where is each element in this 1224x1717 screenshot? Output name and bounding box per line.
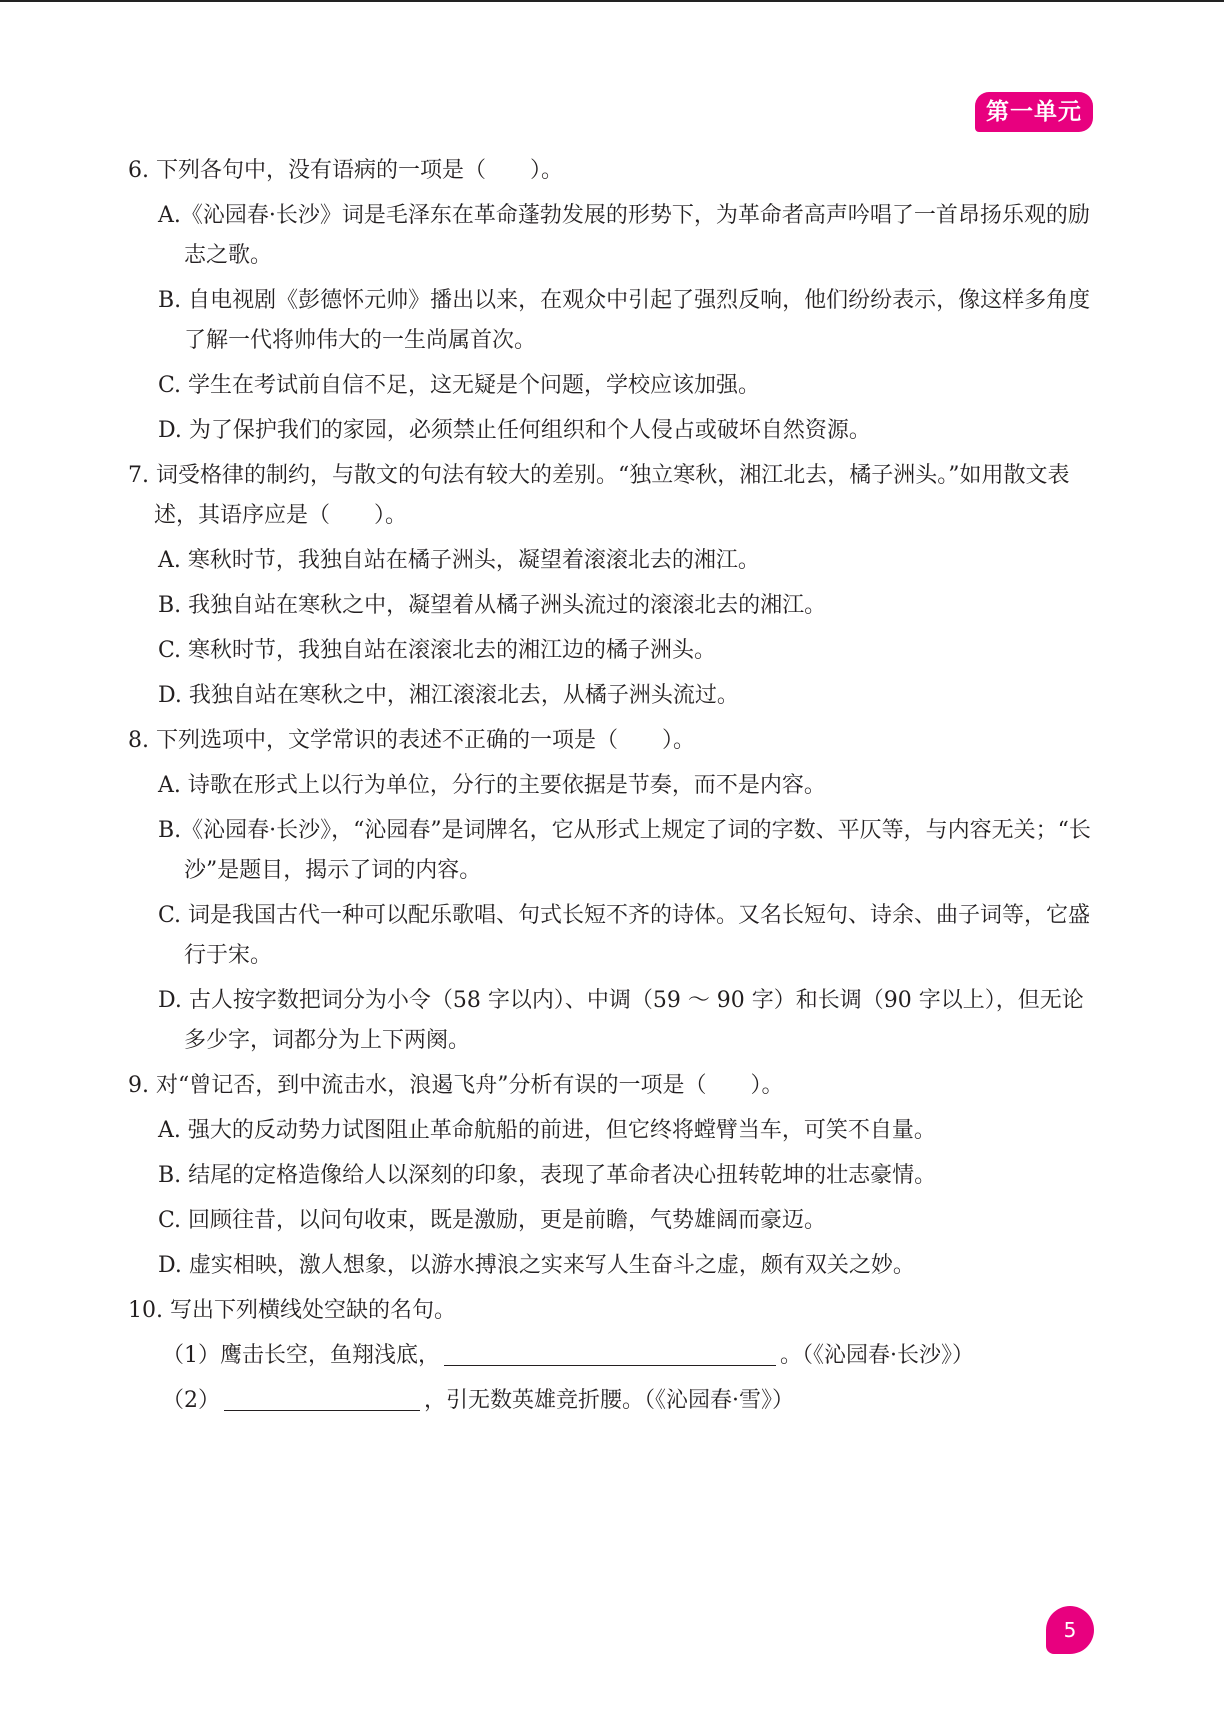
question-stem: 10. 写出下列横线处空缺的名句。 [128, 1298, 456, 1323]
fill-source: 。（《沁园春·长沙》） [780, 1343, 974, 1368]
option-a: A. 诗歌在形式上以行为单位，分行的主要依据是节奏，而不是内容。 [158, 773, 826, 798]
page-number: 5 [1046, 1606, 1094, 1654]
question-stem: 9. 对“曾记否，到中流击水，浪遏飞舟”分析有误的一项是（ ）。 [128, 1073, 784, 1098]
question-7 [128, 456, 1096, 716]
answer-blank[interactable] [444, 1337, 776, 1366]
fill-prompt: （2） [162, 1388, 220, 1413]
option-d: D. 我独自站在寒秋之中，湘江滚滚北去，从橘子洲头流过。 [158, 683, 739, 708]
option-b: B. 结尾的定格造像给人以深刻的印象，表现了革命者决心扭转乾坤的壮志豪情。 [158, 1163, 937, 1188]
answer-blank[interactable] [224, 1382, 420, 1411]
option-d: D. 古人按字数把词分为小令（58 字以内）、中调（59 ～ 90 字）和长调（90 字以上），但无论多少字，词都分为上下两阕。 [158, 988, 1084, 1053]
fill-source: ，引无数英雄竞折腰。（《沁园春·雪》） [424, 1388, 794, 1413]
top-rule [0, 0, 1224, 2]
option-a: A. 强大的反动势力试图阻止革命航船的前进，但它终将螳臂当车，可笑不自量。 [158, 1118, 936, 1143]
question-stem: 8. 下列选项中，文学常识的表述不正确的一项是（ ）。 [128, 728, 695, 753]
option-c: C. 词是我国古代一种可以配乐歌唱、句式长短不齐的诗体。又名长短句、诗余、曲子词等，它盛行于宋。 [158, 903, 1091, 968]
fill-item-1 [128, 1336, 1096, 1376]
question-10 [128, 1291, 1096, 1421]
unit-tag: 第一单元 [975, 92, 1093, 132]
option-c: C. 学生在考试前自信不足，这无疑是个问题，学校应该加强。 [158, 373, 761, 398]
option-b: B.《沁园春·长沙》，“沁园春”是词牌名，它从形式上规定了词的字数、平仄等，与内容无关；“长沙”是题目，揭示了词的内容。 [158, 818, 1091, 883]
question-stem: 7. 词受格律的制约，与散文的句法有较大的差别。“独立寒秋，湘江北去，橘子洲头。”如用散文表述，其语序应是（ ）。 [128, 463, 1070, 528]
question-list [128, 146, 1096, 1421]
option-c: C. 寒秋时节，我独自站在滚滚北去的湘江边的橘子洲头。 [158, 638, 717, 663]
option-c: C. 回顾往昔，以问句收束，既是激励，更是前瞻，气势雄阔而豪迈。 [158, 1208, 827, 1233]
question-9 [128, 1066, 1096, 1286]
option-b: B. 我独自站在寒秋之中，凝望着从橘子洲头流过的滚滚北去的湘江。 [158, 593, 827, 618]
option-d: D. 为了保护我们的家园，必须禁止任何组织和个人侵占或破坏自然资源。 [158, 418, 871, 443]
question-stem: 6. 下列各句中，没有语病的一项是（ ）。 [128, 158, 563, 183]
question-8 [128, 721, 1096, 1061]
option-b: B. 自电视剧《彭德怀元帅》播出以来，在观众中引起了强烈反响，他们纷纷表示，像这样多角度了解一代将帅伟大的一生尚属首次。 [158, 288, 1091, 353]
option-a: A.《沁园春·长沙》词是毛泽东在革命蓬勃发展的形势下，为革命者高声吟唱了一首昂扬乐观的励志之歌。 [158, 203, 1090, 268]
question-6 [128, 151, 1096, 451]
fill-prompt: （1）鹰击长空，鱼翔浅底， [162, 1343, 440, 1368]
option-a: A. 寒秋时节，我独自站在橘子洲头，凝望着滚滚北去的湘江。 [158, 548, 760, 573]
option-d: D. 虚实相映，激人想象，以游水搏浪之实来写人生奋斗之虚，颇有双关之妙。 [158, 1253, 915, 1278]
fill-item-2 [128, 1381, 1096, 1421]
